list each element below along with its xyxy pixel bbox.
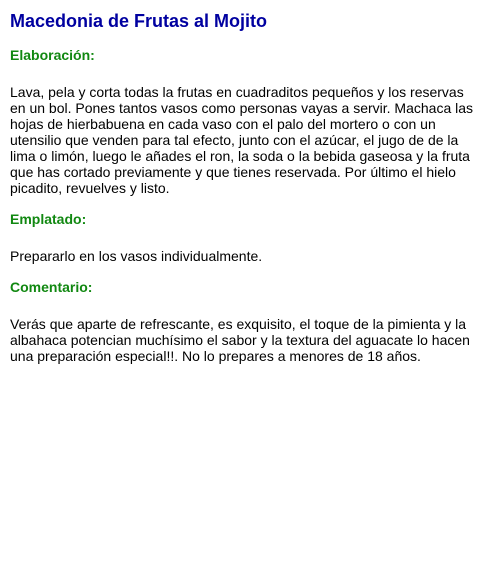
page-title: Macedonia de Frutas al Mojito — [10, 11, 268, 31]
section-comentario — [10, 279, 479, 364]
section-heading-elaboracion: Elaboración: — [10, 47, 95, 63]
section-elaboracion — [10, 47, 479, 196]
section-emplatado — [10, 211, 479, 264]
section-heading-emplatado: Emplatado: — [10, 211, 87, 227]
section-text-comentario: Verás que aparte de refrescante, es exquisito, el toque de la pimienta y la albahaca potencian muchísimo el sabor y la textura del aguacate lo hacen una preparación especial!!. No lo prepares a menores de 18 años. — [10, 316, 470, 364]
section-heading-comentario: Comentario: — [10, 279, 93, 295]
section-text-emplatado: Prepararlo en los vasos individualmente. — [10, 248, 263, 264]
section-text-elaboracion: Lava, pela y corta todas la frutas en cuadraditos pequeños y los reservas en un bol. Pones tantos vasos como personas vayas a servir. Machaca las hojas de hierbabuena en cada vaso con el palo del mortero o con un utensilio que venden para tal efecto, junto con el azúcar, el jugo de de la lima o limón, luego le añades el ron, la soda o la bebida gaseosa y la fruta que has cortado previamente y que tienes reservada. Por último el hielo picadito, revuelves y listo. — [10, 84, 474, 196]
